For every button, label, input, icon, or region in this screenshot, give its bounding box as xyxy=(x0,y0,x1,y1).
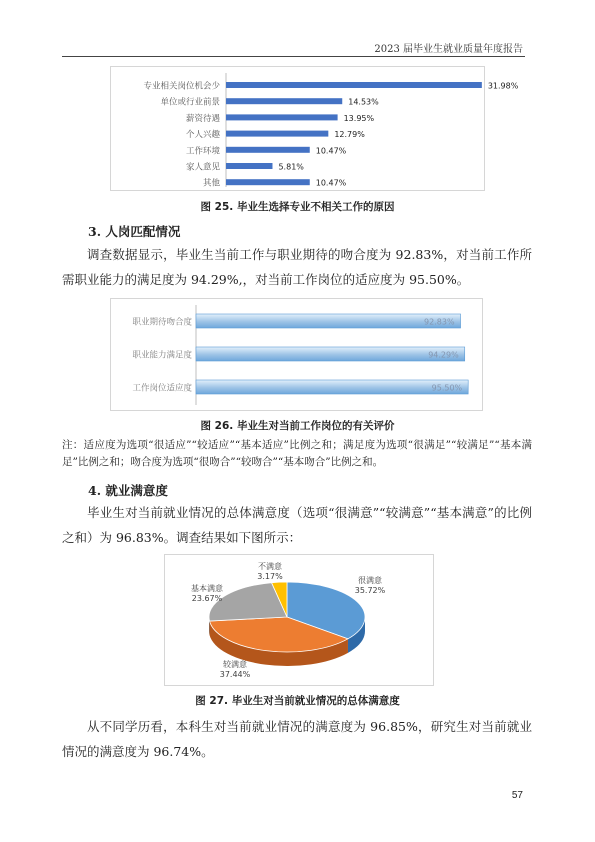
category-label: 家人意见 xyxy=(185,162,220,173)
bar xyxy=(226,179,310,185)
category-label: 单位或行业前景 xyxy=(160,97,220,108)
category-label: 薪资待遇 xyxy=(185,113,220,124)
value-label: 14.53% xyxy=(348,97,379,107)
slice-label: 较满意 xyxy=(223,660,247,669)
value-label: 94.29% xyxy=(428,350,459,360)
bar xyxy=(226,98,342,104)
figure25-caption: 图 25. 毕业生选择专业不相关工作的原因 xyxy=(200,201,395,213)
page-number: 57 xyxy=(511,790,523,801)
value-label: 92.83% xyxy=(424,317,455,327)
bar xyxy=(226,163,272,169)
header-divider xyxy=(62,56,525,57)
section4-paragraph: 毕业生对当前就业情况的总体满意度（选项“很满意”“较满意”“基本满意”的比例之和）为 96.83%。调查结果如下图所示： xyxy=(62,505,532,545)
figure26-bar-chart xyxy=(111,299,482,410)
category-label: 工作环境 xyxy=(185,146,220,157)
figure26-chart-frame xyxy=(110,298,483,411)
report-header-title: 2023 届毕业生就业质量年度报告 xyxy=(374,44,523,55)
figure26-caption: 图 26. 毕业生对当前工作岗位的有关评价 xyxy=(200,420,395,432)
value-label: 12.79% xyxy=(334,130,365,140)
bar xyxy=(196,347,465,361)
category-label: 职业能力满足度 xyxy=(132,350,192,361)
category-label: 其他 xyxy=(202,178,220,189)
slice-value-label: 37.44% xyxy=(219,670,251,679)
category-label: 工作岗位适应度 xyxy=(132,383,192,394)
slice-label: 很满意 xyxy=(358,576,382,585)
bar xyxy=(196,380,468,394)
bar xyxy=(226,114,338,120)
value-label: 13.95% xyxy=(343,113,375,123)
value-label: 10.47% xyxy=(315,178,347,188)
figure27-caption: 图 27. 毕业生对当前就业情况的总体满意度 xyxy=(195,695,400,707)
category-label: 专业相关岗位机会少 xyxy=(143,81,220,92)
bar xyxy=(226,82,482,88)
slice-value-label: 23.67% xyxy=(191,594,223,603)
closing-paragraph: 从不同学历看，本科生对当前就业情况的满意度为 96.85%，研究生对当前就业情况的满意度为 96.74%。 xyxy=(62,719,532,759)
figure26-note: 注：适应度为选项“很适应”“较适应”“基本适应”比例之和；满足度为选项“很满足”“较满足”“基本满足”比例之和；吻合度为选项“很吻合”“较吻合”“基本吻合”比例之和。 xyxy=(62,439,532,468)
section3-paragraph: 调查数据显示，毕业生当前工作与职业期待的吻合度为 92.83%，对当前工作所需职业能力的满足度为 94.29%,，对当前工作岗位的适应度为 95.50%。 xyxy=(62,247,532,287)
bar xyxy=(226,147,310,153)
section4-heading: 4. 就业满意度 xyxy=(88,483,168,498)
category-label: 职业期待吻合度 xyxy=(132,317,192,328)
section3-heading: 3. 人岗匹配情况 xyxy=(88,224,181,239)
value-label: 5.81% xyxy=(278,162,304,172)
slice-label: 基本满意 xyxy=(191,584,223,593)
figure25-chart-frame xyxy=(110,66,519,191)
bar xyxy=(196,314,461,328)
figure25-bar-chart xyxy=(111,67,519,190)
value-label: 10.47% xyxy=(315,146,347,156)
slice-value-label: 3.17% xyxy=(257,572,283,581)
slice-label: 不满意 xyxy=(258,562,282,571)
figure27-pie-chart xyxy=(165,555,433,685)
category-label: 个人兴趣 xyxy=(185,130,220,141)
bar xyxy=(226,131,328,137)
value-label: 95.50% xyxy=(431,383,463,393)
figure27-chart-frame xyxy=(164,554,434,686)
slice-value-label: 35.72% xyxy=(354,586,386,595)
value-label: 31.98% xyxy=(487,81,519,91)
